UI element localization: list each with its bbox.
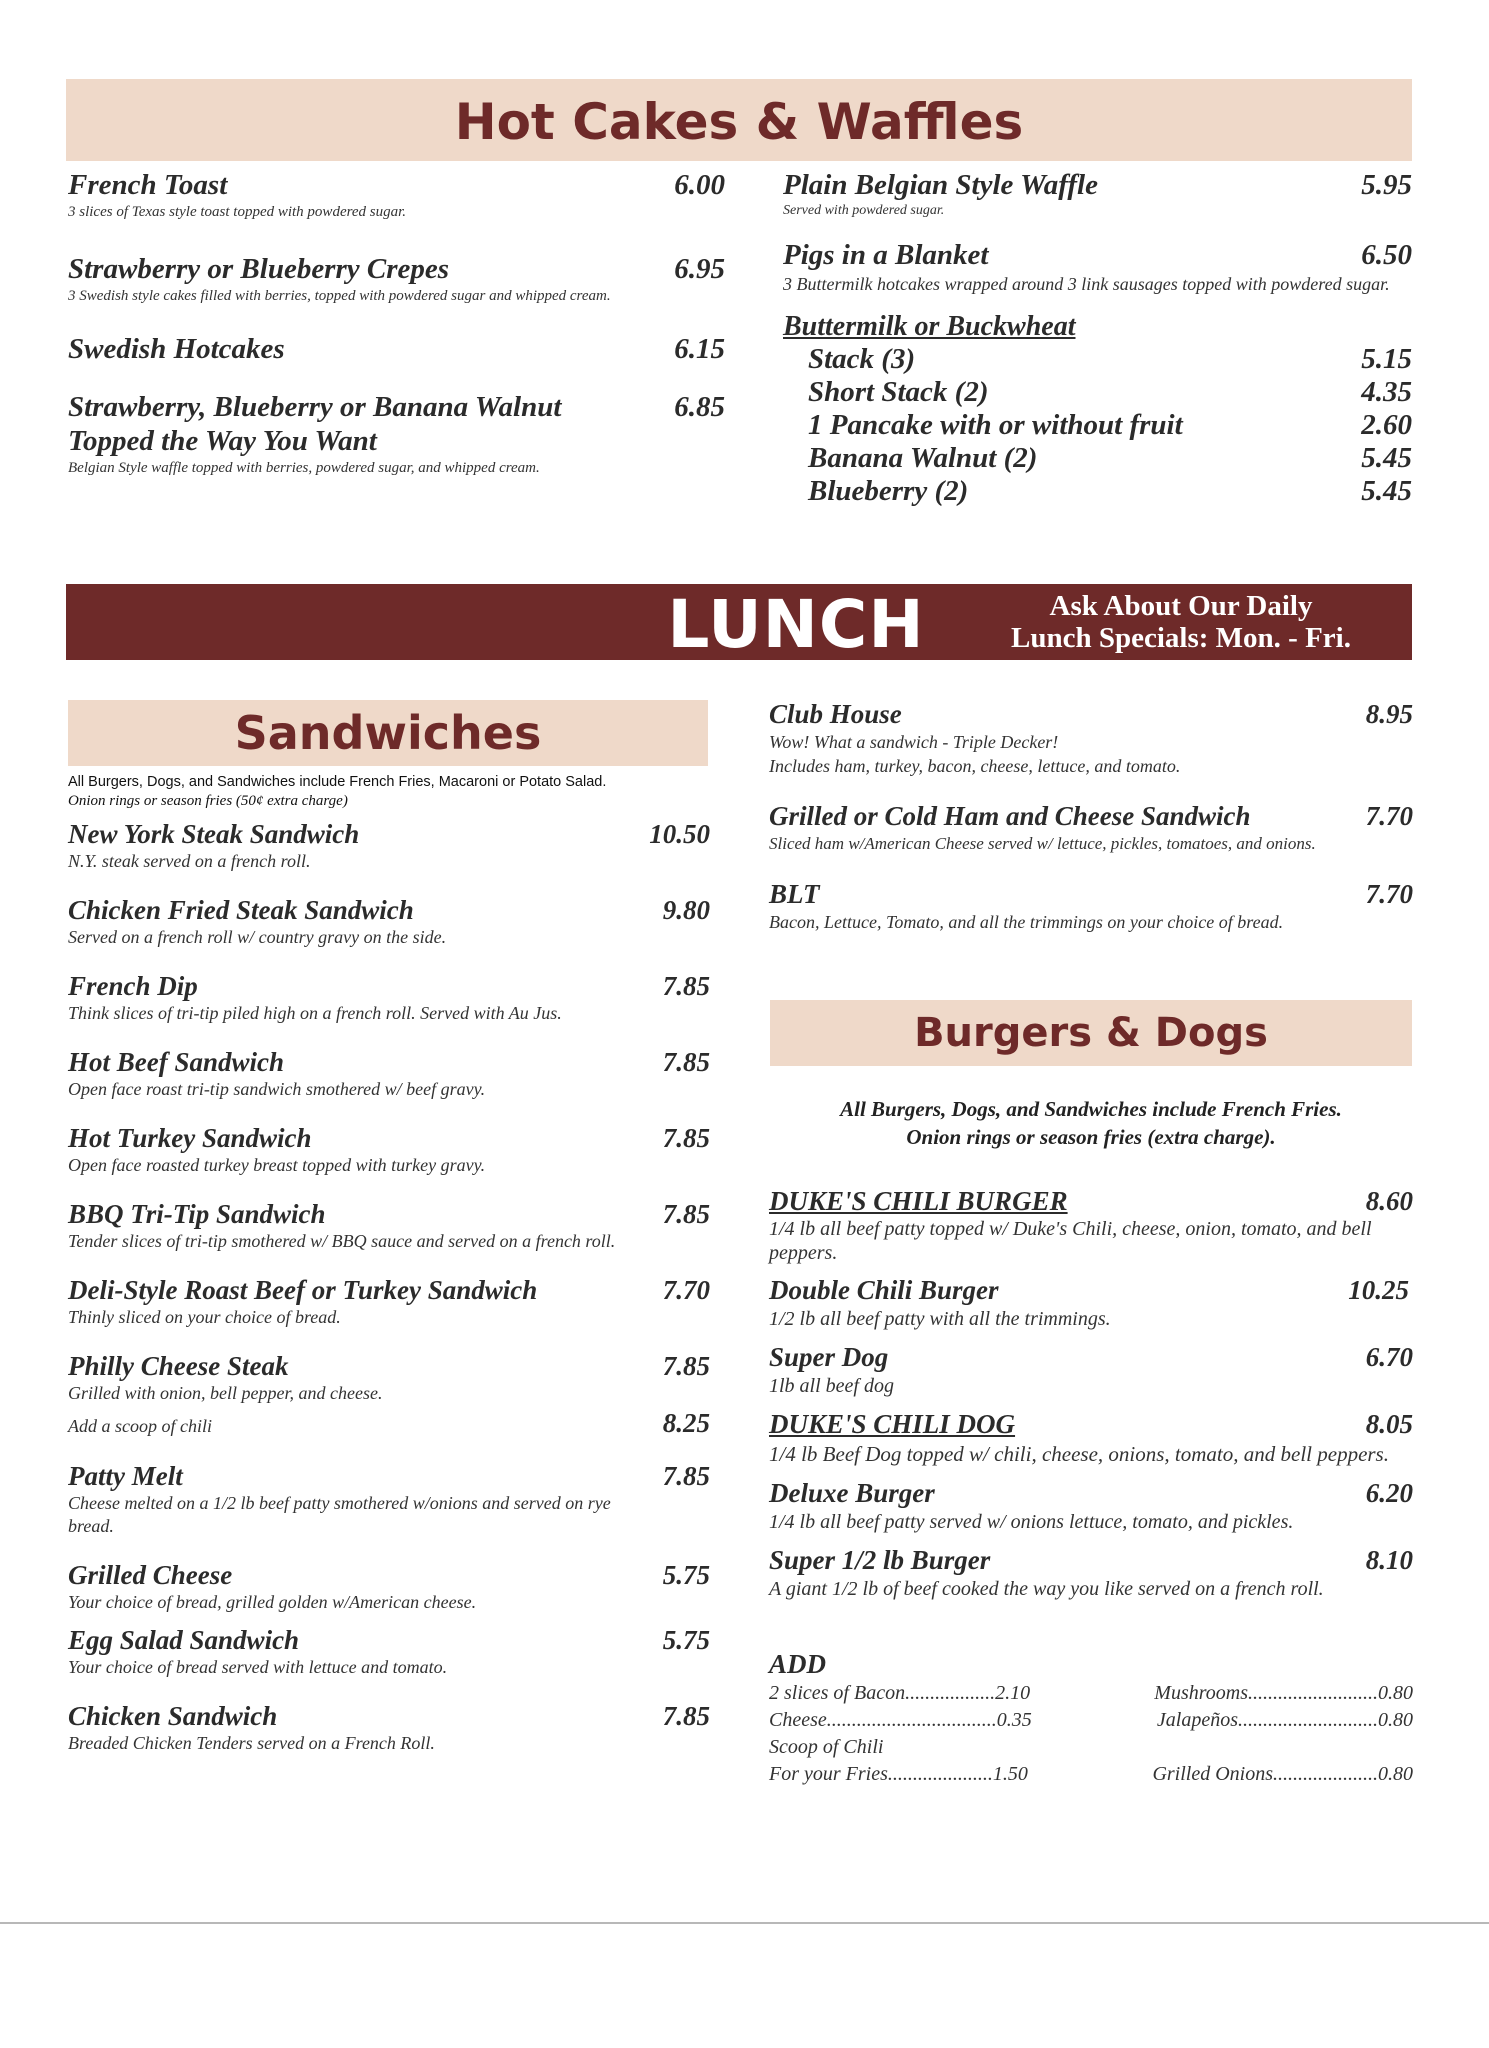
list-item (808, 343, 1412, 376)
menu-item (68, 970, 708, 1025)
menu-item (68, 390, 725, 478)
add-on-left: 2 slices of Bacon..................2.10 (769, 1682, 1031, 1704)
add-on-left: For your Fries.....................1.50 (769, 1763, 1028, 1785)
item-name: Philly Cheese Steak (68, 1351, 289, 1381)
lunch-note-line2: Lunch Specials: Mon. - Fri. (1011, 622, 1351, 654)
item-price: 8.60 (1365, 1186, 1413, 1216)
add-on-right: Jalapeños............................0.80 (1156, 1709, 1413, 1731)
item-description: Wow! What a sandwich - Triple Decker! (769, 732, 1059, 752)
sandwiches-section-title: Sandwiches (68, 700, 708, 766)
item-price: 7.85 (662, 971, 710, 1001)
buttermilk-section (783, 310, 1412, 508)
menu-item (769, 1409, 1413, 1468)
item-description: Thinly sliced on your choice of bread. (68, 1307, 341, 1327)
item-price: 5.15 (1361, 343, 1412, 375)
item-price: 5.45 (1361, 475, 1412, 507)
addon-price: 8.25 (662, 1408, 710, 1438)
lunch-specials-note (946, 590, 1416, 654)
item-description: Your choice of bread served with lettuce and tomato. (68, 1657, 448, 1677)
item-name: French Toast (68, 169, 228, 201)
list-item (808, 409, 1412, 442)
item-description: Think slices of tri-tip piled high on a french roll. Served with Au Jus. (68, 1003, 562, 1023)
item-description: Your choice of bread, grilled golden w/American cheese. (68, 1592, 477, 1612)
menu-item (769, 1342, 1413, 1399)
menu-item (68, 1624, 708, 1679)
item-name: Plain Belgian Style Waffle (783, 169, 1098, 201)
item-price: 6.95 (674, 253, 725, 285)
sandwiches-note-line2: Onion rings or season fries (50¢ extra charge) (68, 793, 348, 809)
add-on-right: Grilled Onions.....................0.80 (1152, 1763, 1413, 1785)
item-name: Hot Turkey Sandwich (68, 1123, 312, 1153)
item-name-line2: Topped the Way You Want (68, 425, 377, 457)
item-name: French Dip (68, 971, 198, 1001)
lunch-title: LUNCH (667, 586, 925, 663)
item-description: Served with powdered sugar. (783, 203, 945, 218)
menu-item (769, 1545, 1413, 1602)
add-ons-heading: ADD (769, 1649, 827, 1679)
item-name: Stack (3) (808, 343, 916, 375)
hotcakes-section-title: Hot Cakes & Waffles (66, 79, 1412, 161)
menu-item (68, 818, 708, 873)
item-price: 6.85 (674, 391, 725, 423)
item-name: Strawberry or Blueberry Crepes (68, 253, 450, 285)
item-price: 7.85 (662, 1123, 710, 1153)
sandwiches-right-column (769, 698, 1413, 956)
menu-item (783, 238, 1412, 296)
burgers-note-line1: All Burgers, Dogs, and Sandwiches include French Fries. (840, 1097, 1342, 1121)
menu-item (68, 1350, 708, 1439)
item-name: New York Steak Sandwich (68, 819, 360, 849)
item-description-line2: Includes ham, turkey, bacon, cheese, lettuce, and tomato. (769, 756, 1181, 776)
sandwiches-note (68, 773, 708, 811)
item-price: 5.45 (1361, 442, 1412, 474)
menu-item (769, 698, 1413, 778)
item-description: Bacon, Lettuce, Tomato, and all the trimmings on your choice of bread. (769, 912, 1284, 932)
item-price: 6.15 (674, 333, 725, 365)
item-name: DUKE'S CHILI DOG (769, 1409, 1016, 1439)
item-description: Cheese melted on a 1/2 lb beef patty smothered w/onions and served on rye bread. (68, 1493, 611, 1536)
item-price: 5.75 (662, 1625, 710, 1655)
item-description: N.Y. steak served on a french roll. (68, 851, 311, 871)
item-description: 1/4 lb all beef patty served w/ onions lettuce, tomato, and pickles. (769, 1511, 1294, 1533)
add-ons-section (769, 1648, 1413, 1788)
menu-item (68, 894, 708, 949)
item-name: Super Dog (769, 1342, 889, 1372)
item-name: Deli-Style Roast Beef or Turkey Sandwich (68, 1275, 538, 1305)
item-description: Sliced ham w/American Cheese served w/ lettuce, pickles, tomatoes, and onions. (769, 834, 1316, 853)
sandwiches-note-line1: All Burgers, Dogs, and Sandwiches include French Fries, Macaroni or Potato Salad. (68, 774, 607, 790)
hotcakes-right-column (783, 168, 1412, 508)
item-name: Deluxe Burger (769, 1478, 935, 1508)
item-description: 3 slices of Texas style toast topped with powdered sugar. (68, 204, 407, 220)
item-price: 6.70 (1365, 1342, 1413, 1372)
item-description: Breaded Chicken Tenders served on a French Roll. (68, 1733, 435, 1753)
burgers-note-line2: Onion rings or season fries (extra charge). (906, 1125, 1276, 1149)
item-price: 7.70 (662, 1275, 710, 1305)
item-price: 8.05 (1365, 1409, 1413, 1439)
item-name: Super 1/2 lb Burger (769, 1545, 991, 1575)
item-price: 9.80 (662, 895, 710, 925)
item-description: Open face roasted turkey breast topped with turkey gravy. (68, 1155, 486, 1175)
item-price: 7.85 (662, 1047, 710, 1077)
item-name: Grilled Cheese (68, 1560, 233, 1590)
item-price: 7.70 (1365, 801, 1413, 831)
item-description: Tender slices of tri-tip smothered w/ BBQ sauce and served on a french roll. (68, 1231, 616, 1251)
item-description: Served on a french roll w/ country gravy on the side. (68, 927, 447, 947)
item-name: Blueberry (2) (808, 475, 969, 507)
item-price: 7.85 (662, 1199, 710, 1229)
list-item (808, 475, 1412, 508)
menu-item (68, 1122, 708, 1177)
menu-item (68, 252, 725, 306)
item-name: Egg Salad Sandwich (68, 1625, 300, 1655)
add-on-left: Cheese..................................0.35 (769, 1709, 1032, 1731)
menu-item (68, 1559, 708, 1614)
item-description: 1/4 lb Beef Dog topped w/ chili, cheese, onions, tomato, and bell peppers. (769, 1442, 1389, 1466)
menu-item (769, 1186, 1413, 1265)
list-item (808, 376, 1412, 409)
item-name: Chicken Fried Steak Sandwich (68, 895, 414, 925)
hotcakes-left-column (68, 168, 725, 500)
menu-item (68, 1046, 708, 1101)
item-name: Double Chili Burger (769, 1275, 999, 1305)
item-description: Open face roast tri-tip sandwich smothered w/ beef gravy. (68, 1079, 486, 1099)
item-price: 8.95 (1365, 699, 1413, 729)
item-description: 1lb all beef dog (769, 1375, 894, 1397)
item-name: DUKE'S CHILI BURGER (769, 1186, 1068, 1216)
buttermilk-list (808, 343, 1412, 508)
menu-item (68, 168, 725, 222)
item-name: Pigs in a Blanket (783, 239, 989, 271)
item-price: 4.35 (1361, 376, 1412, 408)
item-name: Club House (769, 699, 902, 729)
add-on-row (769, 1707, 1413, 1734)
menu-item (769, 878, 1413, 934)
item-description: 3 Buttermilk hotcakes wrapped around 3 link sausages topped with powdered sugar. (783, 274, 1390, 294)
item-price: 8.10 (1365, 1545, 1413, 1575)
item-price: 7.70 (1365, 879, 1413, 909)
burgers-note (770, 1095, 1412, 1151)
item-name: BBQ Tri-Tip Sandwich (68, 1199, 326, 1229)
add-on-row (769, 1680, 1413, 1707)
item-name: BLT (769, 879, 820, 909)
burgers-section-title: Burgers & Dogs (770, 1000, 1412, 1066)
buttermilk-heading: Buttermilk or Buckwheat (783, 311, 1076, 342)
add-on-left: Scoop of Chili (769, 1736, 884, 1758)
menu-item (68, 332, 725, 366)
list-item (808, 442, 1412, 475)
menu-item (68, 1274, 708, 1329)
item-price: 6.00 (674, 169, 725, 201)
page-divider (0, 1922, 1489, 1924)
item-description: Belgian Style waffle topped with berries, powdered sugar, and whipped cream. (68, 460, 540, 476)
menu-item (769, 1478, 1413, 1535)
add-on-row (769, 1734, 1413, 1761)
item-name: Banana Walnut (2) (808, 442, 1038, 474)
item-price: 6.50 (1361, 239, 1412, 271)
item-description: 1/2 lb all beef patty with all the trimmings. (769, 1308, 1111, 1330)
item-name: Grilled or Cold Ham and Cheese Sandwich (769, 801, 1251, 831)
item-price: 5.75 (662, 1560, 710, 1590)
item-price: 5.95 (1361, 169, 1412, 201)
menu-item (68, 1198, 708, 1253)
burgers-list (769, 1186, 1413, 1612)
item-price: 6.20 (1365, 1478, 1413, 1508)
item-price: 7.85 (662, 1351, 710, 1381)
item-price: 10.25 (1348, 1275, 1409, 1305)
menu-item (769, 800, 1413, 856)
item-name: Strawberry, Blueberry or Banana Walnut (68, 391, 562, 423)
item-description: A giant 1/2 lb of beef cooked the way you like served on a french roll. (769, 1578, 1324, 1600)
item-name: Patty Melt (68, 1461, 183, 1491)
item-name: Hot Beef Sandwich (68, 1047, 285, 1077)
item-description: 1/4 lb all beef patty topped w/ Duke's Chili, cheese, onion, tomato, and bell peppers. (769, 1218, 1372, 1264)
item-addon: Add a scoop of chili (68, 1416, 212, 1436)
item-description: 3 Swedish style cakes filled with berries, topped with powdered sugar and whipped cream. (68, 288, 611, 304)
add-on-row (769, 1761, 1413, 1788)
item-price: 2.60 (1361, 409, 1412, 441)
menu-item (68, 1460, 708, 1538)
menu-item (769, 1275, 1413, 1332)
menu-item (68, 1700, 708, 1755)
item-name: Swedish Hotcakes (68, 333, 285, 365)
item-price: 10.50 (649, 819, 710, 849)
item-description: Grilled with onion, bell pepper, and cheese. (68, 1383, 383, 1403)
menu-item (783, 168, 1412, 220)
add-on-right: Mushrooms..........................0.80 (1154, 1682, 1413, 1704)
lunch-note-line1: Ask About Our Daily (1049, 590, 1313, 622)
item-name: Chicken Sandwich (68, 1701, 278, 1731)
item-price: 7.85 (662, 1701, 710, 1731)
item-price: 7.85 (662, 1461, 710, 1491)
sandwiches-left-column (68, 818, 708, 1776)
item-name: 1 Pancake with or without fruit (808, 409, 1183, 441)
lunch-banner (66, 584, 1412, 663)
item-name: Short Stack (2) (808, 376, 989, 408)
